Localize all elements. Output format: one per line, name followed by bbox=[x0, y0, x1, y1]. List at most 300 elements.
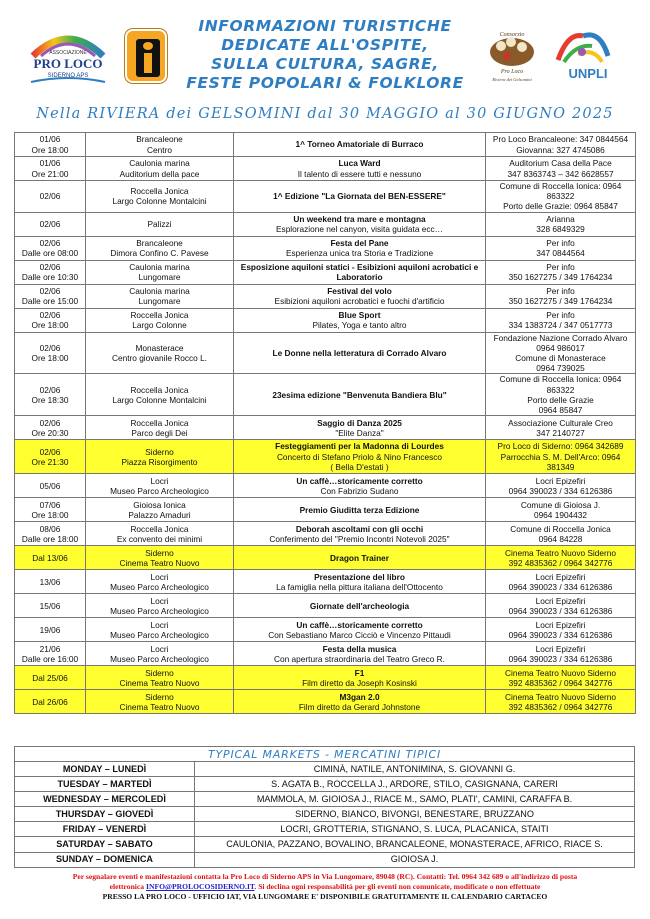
event-row bbox=[15, 284, 636, 308]
event-time: Ore 18:30 bbox=[31, 394, 69, 405]
event-contact: 0964 390023 / 334 6126386 bbox=[508, 653, 613, 664]
title-line: SULLA CULTURA, SAGRE, bbox=[211, 55, 439, 73]
event-row bbox=[15, 498, 636, 522]
title-line: DEDICATE ALL'OSPITE, bbox=[221, 36, 429, 54]
event-venue: Museo Parco Archeologico bbox=[110, 653, 209, 664]
event-contact: Cinema Teatro Nuovo Siderno bbox=[505, 667, 616, 678]
event-contact: Pro Loco di Siderno: 0964 342689 bbox=[497, 441, 624, 452]
market-day: WEDNESDAY – MERCOLEDÌ bbox=[15, 792, 195, 807]
unpli-logo bbox=[548, 28, 618, 84]
event-desc: ( Bella D'estati ) bbox=[330, 461, 389, 472]
event-date-cell bbox=[15, 284, 86, 308]
event-contact: Comune di Roccella Ionica: 0964 863322 bbox=[499, 181, 622, 202]
market-places: GIOIOSA J. bbox=[195, 852, 635, 867]
event-place: Roccella Jonica bbox=[130, 417, 189, 428]
markets-table bbox=[14, 761, 635, 868]
event-row bbox=[15, 181, 636, 213]
event-contact-cell bbox=[486, 133, 636, 157]
market-row bbox=[15, 762, 635, 777]
event-contact: Cinema Teatro Nuovo Siderno bbox=[505, 691, 616, 702]
event-title-cell bbox=[234, 498, 486, 522]
event-place-cell bbox=[86, 440, 234, 474]
event-venue: Museo Parco Archeologico bbox=[110, 629, 209, 640]
footer-line-1: Per segnalare eventi e manifestazioni contatta la Pro Loco di Siderno APS in Via Lungomare, 89048 (RC). Contatti: Tel. 0964 342 689 o all'indirizzo di posta bbox=[72, 872, 578, 881]
market-places: LOCRI, GROTTERIA, STIGNANO, S. LUCA, PLACANICA, STAITI bbox=[195, 822, 635, 837]
event-title: Un weekend tra mare e montagna bbox=[293, 213, 426, 224]
event-place-cell bbox=[86, 618, 234, 642]
event-contact: 0964 85847 bbox=[538, 405, 583, 416]
event-title: 1^ Edizione "La Giornata del BEN-ESSERE" bbox=[273, 191, 446, 202]
event-date-cell bbox=[15, 498, 86, 522]
events-body bbox=[15, 133, 636, 714]
event-contact-cell bbox=[486, 546, 636, 570]
event-contact: Parrocchia S. M. Dell'Arco: 0964 381349 bbox=[500, 451, 621, 472]
event-contact: 0964 84228 bbox=[538, 533, 583, 544]
consorzio-gelsomini-logo bbox=[481, 28, 543, 86]
market-row bbox=[15, 792, 635, 807]
event-desc: Con Sebastiano Marco Cicciò e Vincenzo Pittaudi bbox=[268, 629, 451, 640]
event-title: Festival del volo bbox=[327, 285, 392, 296]
event-row bbox=[15, 440, 636, 474]
event-row bbox=[15, 594, 636, 618]
event-date-cell bbox=[15, 416, 86, 440]
event-time: Ore 18:00 bbox=[31, 320, 69, 331]
event-contact: Giovanna: 327 4745086 bbox=[516, 144, 605, 155]
event-venue: Parco degli Dei bbox=[131, 427, 188, 438]
event-desc: Film diretto da Joseph Kosinski bbox=[302, 677, 417, 688]
event-contact-cell bbox=[486, 522, 636, 546]
event-place-cell bbox=[86, 236, 234, 260]
event-place-cell bbox=[86, 284, 234, 308]
logo-text: PRO LOCO bbox=[33, 56, 103, 71]
event-desc: Esplorazione nel canyon, visita guidata ecc… bbox=[276, 224, 443, 235]
event-title-cell bbox=[234, 570, 486, 594]
event-row bbox=[15, 642, 636, 666]
event-title-cell bbox=[234, 181, 486, 213]
event-venue: Largo Colonne Montalcini bbox=[112, 394, 207, 405]
event-contact: 328 6849329 bbox=[536, 224, 585, 235]
event-place-cell bbox=[86, 522, 234, 546]
event-contact-cell bbox=[486, 594, 636, 618]
event-place-cell bbox=[86, 690, 234, 714]
event-row bbox=[15, 522, 636, 546]
event-desc: Esibizioni aquiloni acrobatici e fuochi d'artificio bbox=[274, 296, 445, 307]
event-contact: 0964 1904432 bbox=[533, 509, 588, 520]
event-date-cell bbox=[15, 157, 86, 181]
event-date-cell bbox=[15, 570, 86, 594]
event-title-cell bbox=[234, 416, 486, 440]
event-title-cell bbox=[234, 522, 486, 546]
event-venue: Centro bbox=[147, 144, 172, 155]
event-date: 13/06 bbox=[39, 576, 61, 587]
market-row bbox=[15, 777, 635, 792]
event-place-cell bbox=[86, 374, 234, 416]
event-title: 23esima edizione "Benvenuta Bandiera Blu" bbox=[272, 389, 447, 400]
event-row bbox=[15, 332, 636, 374]
event-place: Siderno bbox=[145, 667, 174, 678]
title-line: INFORMAZIONI TURISTICHE bbox=[198, 17, 452, 35]
email-link[interactable]: INFO@PROLOCOSIDERNO.IT bbox=[146, 882, 255, 891]
event-place-cell bbox=[86, 332, 234, 374]
event-row bbox=[15, 374, 636, 416]
event-date: 02/06 bbox=[39, 285, 61, 296]
event-place: Palizzi bbox=[147, 219, 172, 229]
event-date: 08/06 bbox=[39, 523, 61, 534]
event-contact: 0964 390023 / 334 6126386 bbox=[508, 581, 613, 592]
event-place: Monasterace bbox=[135, 342, 184, 353]
logo-unpli-text: UNPLI bbox=[568, 66, 608, 81]
event-contact-cell bbox=[486, 416, 636, 440]
event-place: Caulonia marina bbox=[129, 261, 190, 272]
event-desc: Concerto di Stefano Priolo & Nino Francesco bbox=[276, 451, 443, 462]
event-desc: Conferimento del "Premio Incontri Notevoli 2025" bbox=[269, 533, 450, 544]
event-place-cell bbox=[86, 133, 234, 157]
event-place-cell bbox=[86, 570, 234, 594]
event-contact: Cinema Teatro Nuovo Siderno bbox=[505, 547, 616, 558]
event-place-cell bbox=[86, 260, 234, 284]
event-venue: Largo Colonne bbox=[132, 320, 187, 331]
event-title-cell bbox=[234, 332, 486, 374]
title-line: FESTE POPOLARI & FOLKLORE bbox=[186, 74, 464, 92]
market-row bbox=[15, 807, 635, 822]
event-desc: "Elite Danza" bbox=[335, 427, 384, 438]
event-date: 02/06 bbox=[39, 446, 61, 457]
event-contact-cell bbox=[486, 236, 636, 260]
event-time: Ore 20:30 bbox=[31, 427, 69, 438]
event-date-cell bbox=[15, 260, 86, 284]
event-contact: Per info bbox=[546, 309, 575, 320]
event-title: Premio Giuditta terza Edizione bbox=[299, 504, 420, 515]
event-time: Dalle ore 18:00 bbox=[21, 533, 79, 544]
event-venue: Cinema Teatro Nuovo bbox=[119, 677, 200, 688]
event-date-cell bbox=[15, 133, 86, 157]
event-title: Saggio di Danza 2025 bbox=[317, 417, 402, 428]
event-contact: 392 4835362 / 0964 342776 bbox=[508, 701, 613, 712]
markets-body bbox=[15, 762, 635, 868]
event-contact-cell bbox=[486, 332, 636, 374]
markets-title: TYPICAL MARKETS - MERCATINI TIPICI bbox=[14, 746, 635, 761]
event-date-cell bbox=[15, 690, 86, 714]
event-venue: Lungomare bbox=[138, 296, 181, 307]
event-title-cell bbox=[234, 157, 486, 181]
event-place-cell bbox=[86, 666, 234, 690]
event-contact: Locri Epizefiri bbox=[535, 571, 586, 582]
event-contact: Locri Epizefiri bbox=[535, 619, 586, 630]
event-contact: Per info bbox=[546, 261, 575, 272]
event-contact: Comune di Roccella Jonica bbox=[510, 523, 611, 534]
event-contact: Fondazione Nazione Corrado Alvaro bbox=[493, 332, 628, 343]
market-day: MONDAY – LUNEDÌ bbox=[15, 762, 195, 777]
event-date: 15/06 bbox=[39, 600, 61, 611]
event-row bbox=[15, 570, 636, 594]
market-places: CIMINÀ, NATILE, ANTONIMINA, S. GIOVANNI G. bbox=[195, 762, 635, 777]
event-title-cell bbox=[234, 594, 486, 618]
event-date: 02/06 bbox=[39, 384, 61, 395]
event-contact-cell bbox=[486, 690, 636, 714]
event-date-cell bbox=[15, 308, 86, 332]
event-venue: Ex convento dei minimi bbox=[116, 533, 203, 544]
event-title: Deborah ascoltami con gli occhi bbox=[295, 523, 424, 534]
event-venue: Museo Parco Archeologico bbox=[110, 605, 209, 616]
event-contact: 0964 986017 bbox=[536, 342, 585, 353]
event-desc: Esperienza unica tra Storia e Tradizione bbox=[285, 248, 434, 259]
footer-line-3: PRESSO LA PRO LOCO - UFFICIO IAT, VIA LUNGOMARE E' DISPONIBILE GRATUITAMENTE IL CALENDARIO CARTACEO bbox=[102, 892, 548, 901]
event-time: Dalle ore 08:00 bbox=[21, 248, 79, 259]
event-date: 02/06 bbox=[39, 417, 61, 428]
page-header bbox=[0, 0, 650, 122]
event-place-cell bbox=[86, 474, 234, 498]
logo-gelsomini-line: Pro Loco bbox=[500, 69, 524, 75]
event-date-cell bbox=[15, 181, 86, 213]
event-date: 02/06 bbox=[39, 237, 61, 248]
event-contact: 334 1383724 / 347 0517773 bbox=[508, 320, 613, 331]
event-date: 05/06 bbox=[39, 480, 61, 491]
event-contact: Comune di Gioiosa J. bbox=[520, 499, 601, 510]
logo-sub-text: SIDERNO APS bbox=[47, 73, 89, 79]
event-row bbox=[15, 260, 636, 284]
event-desc: Con apertura straordinaria del Teatro Greco R. bbox=[274, 653, 445, 664]
event-place-cell bbox=[86, 308, 234, 332]
event-contact-cell bbox=[486, 374, 636, 416]
event-place: Roccella Jonica bbox=[130, 186, 189, 197]
logo-small-text: ASSOCIAZIONE bbox=[49, 50, 87, 56]
riviera-subtitle: Nella RIVIERA dei GELSOMINI dal 30 MAGGIO al 30 GIUGNO 2025 bbox=[36, 106, 614, 122]
footer bbox=[0, 872, 650, 902]
event-title: F1 bbox=[354, 667, 365, 678]
event-date: 02/06 bbox=[39, 342, 61, 353]
event-title-cell bbox=[234, 546, 486, 570]
event-place: Caulonia marina bbox=[129, 158, 190, 169]
event-date-cell bbox=[15, 332, 86, 374]
footer-line-2 bbox=[0, 882, 650, 892]
event-contact: 0964 390023 / 334 6126386 bbox=[508, 629, 613, 640]
event-row bbox=[15, 236, 636, 260]
event-contact-cell bbox=[486, 474, 636, 498]
event-row bbox=[15, 666, 636, 690]
event-place: Siderno bbox=[145, 691, 174, 702]
event-place: Locri bbox=[150, 595, 169, 606]
event-time: Dalle ore 16:00 bbox=[21, 653, 79, 664]
event-contact: Auditorium Casa della Pace bbox=[509, 158, 612, 169]
event-title: 1^ Torneo Amatoriale di Burraco bbox=[295, 139, 424, 150]
event-title: Festa del Pane bbox=[330, 237, 389, 248]
event-place: Locri bbox=[150, 619, 169, 630]
market-row bbox=[15, 837, 635, 852]
pro-loco-logo bbox=[27, 26, 109, 86]
footer-line-2b: . Si declina ogni responsabilità per gli eventi non comunicate, modificate o non effettuate bbox=[254, 882, 541, 891]
event-venue: Auditorium della pace bbox=[119, 168, 200, 179]
event-date-cell bbox=[15, 474, 86, 498]
event-venue: Piazza Risorgimento bbox=[121, 456, 198, 467]
market-day: SATURDAY – SABATO bbox=[15, 837, 195, 852]
event-contact-cell bbox=[486, 570, 636, 594]
event-contact-cell bbox=[486, 181, 636, 213]
event-place-cell bbox=[86, 498, 234, 522]
event-title: Blue Sport bbox=[338, 309, 381, 320]
event-place: Locri bbox=[150, 475, 169, 486]
event-contact: 347 0844564 bbox=[536, 248, 585, 259]
event-contact-cell bbox=[486, 498, 636, 522]
event-title-cell bbox=[234, 618, 486, 642]
event-contact: 350 1627275 / 349 1764234 bbox=[508, 272, 613, 283]
event-row bbox=[15, 212, 636, 236]
event-place-cell bbox=[86, 642, 234, 666]
market-day: TUESDAY – MARTEDÌ bbox=[15, 777, 195, 792]
event-contact: 347 8363743 – 342 6628557 bbox=[507, 168, 614, 179]
event-place: Caulonia marina bbox=[129, 285, 190, 296]
event-row bbox=[15, 546, 636, 570]
event-venue: Lungomare bbox=[138, 272, 181, 283]
market-places: MAMMOLA, M. GIOIOSA J., RIACE M., SAMO, PLATI', CAMINI, CARAFFA B. bbox=[195, 792, 635, 807]
event-date: 07/06 bbox=[39, 499, 61, 510]
event-place: Siderno bbox=[145, 446, 174, 457]
event-date: 02/06 bbox=[39, 191, 61, 202]
event-venue: Palazzo Amaduri bbox=[128, 509, 191, 520]
market-row bbox=[15, 852, 635, 867]
event-contact: Locri Epizefiri bbox=[535, 475, 586, 486]
event-date: 21/06 bbox=[39, 643, 61, 654]
event-time: Ore 21:00 bbox=[31, 168, 69, 179]
event-contact: Comune di Monasterace bbox=[515, 353, 606, 364]
event-title: Festa della musica bbox=[322, 643, 397, 654]
event-place: Brancaleone bbox=[136, 134, 183, 145]
event-title-cell bbox=[234, 666, 486, 690]
event-contact: Per info bbox=[546, 285, 575, 296]
event-contact-cell bbox=[486, 618, 636, 642]
event-date-cell bbox=[15, 236, 86, 260]
market-day: SUNDAY – DOMENICA bbox=[15, 852, 195, 867]
event-title: Dragon Trainer bbox=[329, 552, 389, 563]
event-time: Ore 21:30 bbox=[31, 456, 69, 467]
market-places: CAULONIA, PAZZANO, BOVALINO, BRANCALEONE, MONASTERACE, AFRICO, RIACE S. bbox=[195, 837, 635, 852]
event-contact: 392 4835362 / 0964 342776 bbox=[508, 557, 613, 568]
event-time: Ore 18:00 bbox=[31, 509, 69, 520]
market-day: THURSDAY – GIOVEDÌ bbox=[15, 807, 195, 822]
event-desc: Con Fabrizio Sudano bbox=[320, 485, 399, 496]
event-title-cell bbox=[234, 374, 486, 416]
event-contact: Porto delle Grazie bbox=[527, 394, 594, 405]
event-title-cell bbox=[234, 133, 486, 157]
event-title: Un caffè…storicamente corretto bbox=[296, 619, 423, 630]
event-date-cell bbox=[15, 642, 86, 666]
event-time: Ore 18:00 bbox=[31, 144, 69, 155]
event-time: Dalle ore 15:00 bbox=[21, 296, 79, 307]
event-contact: Arianna bbox=[546, 213, 575, 224]
market-places: SIDERNO, BIANCO, BIVONGI, BENESTARE, BRUZZANO bbox=[195, 807, 635, 822]
event-desc: La famiglia nella pittura italiana dell'Ottocento bbox=[276, 581, 443, 592]
event-venue: Centro giovanile Rocco L. bbox=[111, 353, 207, 364]
event-title: Luca Ward bbox=[338, 158, 381, 169]
event-contact: Locri Epizefiri bbox=[535, 595, 586, 606]
event-venue: Cinema Teatro Nuovo bbox=[119, 557, 200, 568]
iat-logo bbox=[125, 29, 167, 83]
info-icon bbox=[136, 39, 160, 77]
event-row bbox=[15, 157, 636, 181]
event-title: M3gan 2.0 bbox=[339, 691, 380, 702]
event-date-cell bbox=[15, 618, 86, 642]
event-title-cell bbox=[234, 308, 486, 332]
market-row bbox=[15, 822, 635, 837]
event-contact: Associazione Culturale Creo bbox=[508, 417, 613, 428]
market-day: FRIDAY – VENERDÌ bbox=[15, 822, 195, 837]
event-venue: Cinema Teatro Nuovo bbox=[119, 701, 200, 712]
event-contact-cell bbox=[486, 308, 636, 332]
event-place: Roccella Jonica bbox=[130, 384, 189, 395]
event-title-cell bbox=[234, 440, 486, 474]
event-place-cell bbox=[86, 546, 234, 570]
event-contact: 0964 390023 / 334 6126386 bbox=[508, 485, 613, 496]
event-place-cell bbox=[86, 594, 234, 618]
event-date: 01/06 bbox=[39, 158, 61, 169]
page-title bbox=[175, 17, 475, 93]
event-contact: 0964 739025 bbox=[536, 363, 585, 374]
event-contact-cell bbox=[486, 212, 636, 236]
event-title: Presentazione del libro bbox=[314, 571, 405, 582]
event-date-cell bbox=[15, 546, 86, 570]
event-title: Le Donne nella letteratura di Corrado Alvaro bbox=[272, 347, 447, 358]
event-date-cell bbox=[15, 594, 86, 618]
event-date-cell bbox=[15, 522, 86, 546]
event-row bbox=[15, 618, 636, 642]
event-title-cell bbox=[234, 690, 486, 714]
event-date-cell bbox=[15, 666, 86, 690]
event-place: Siderno bbox=[145, 547, 174, 558]
event-place: Brancaleone bbox=[136, 237, 183, 248]
event-date-cell bbox=[15, 212, 86, 236]
event-contact-cell bbox=[486, 642, 636, 666]
event-date: 02/06 bbox=[39, 309, 61, 320]
event-row bbox=[15, 690, 636, 714]
event-place: Gioiosa Ionica bbox=[133, 499, 186, 510]
event-date: Dal 26/06 bbox=[32, 696, 68, 707]
event-desc: Il talento di essere tutti e nessuno bbox=[297, 168, 422, 179]
event-place-cell bbox=[86, 416, 234, 440]
market-places: S. AGATA B., ROCCELLA J., ARDORE, STILO, CASIGNANA, CARERI bbox=[195, 777, 635, 792]
event-row bbox=[15, 308, 636, 332]
event-contact-cell bbox=[486, 157, 636, 181]
event-title-cell bbox=[234, 642, 486, 666]
event-date: Dal 13/06 bbox=[32, 552, 68, 563]
event-place: Locri bbox=[150, 643, 169, 654]
event-contact: Porto delle Grazie: 0964 85847 bbox=[503, 201, 618, 212]
event-place: Locri bbox=[150, 571, 169, 582]
event-place: Roccella Jonica bbox=[130, 523, 189, 534]
event-title-cell bbox=[234, 260, 486, 284]
footer-line-2a: elettronica bbox=[109, 882, 145, 891]
logo-gelsomini-line: Riviera dei Gelsomini bbox=[492, 77, 532, 82]
event-contact-cell bbox=[486, 440, 636, 474]
event-title: Festeggiamenti per la Madonna di Lourdes bbox=[275, 441, 444, 452]
event-contact: Per info bbox=[546, 237, 575, 248]
event-title-cell bbox=[234, 284, 486, 308]
event-title-cell bbox=[234, 212, 486, 236]
event-time: Ore 18:00 bbox=[31, 353, 69, 364]
event-date: 19/06 bbox=[39, 624, 61, 635]
event-time: Dalle ore 10:30 bbox=[21, 272, 79, 283]
event-place-cell bbox=[86, 212, 234, 236]
event-contact: 350 1627275 / 349 1764234 bbox=[508, 296, 613, 307]
event-contact: Comune di Roccella Ionica: 0964 863322 bbox=[499, 374, 622, 395]
event-place-cell bbox=[86, 181, 234, 213]
event-date: 01/06 bbox=[39, 134, 61, 145]
event-contact-cell bbox=[486, 260, 636, 284]
event-place: Roccella Jonica bbox=[130, 309, 189, 320]
event-title: Un caffè…storicamente corretto bbox=[296, 475, 423, 486]
events-table bbox=[14, 132, 636, 714]
event-contact: 0964 390023 / 334 6126386 bbox=[508, 605, 613, 616]
event-contact: 392 4835362 / 0964 342776 bbox=[508, 677, 613, 688]
logo-gelsomini-line: Consorzio bbox=[499, 32, 525, 38]
